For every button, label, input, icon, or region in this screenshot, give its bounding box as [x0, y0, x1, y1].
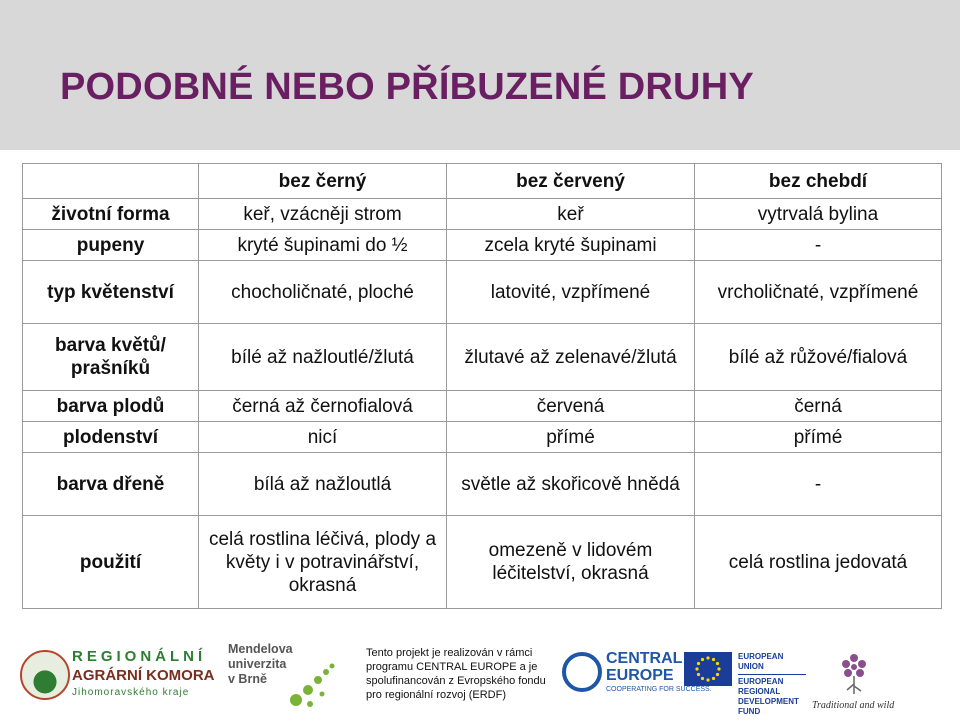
header-cell: bez chebdí: [695, 164, 942, 199]
table-cell: bílá až nažloutlá: [199, 453, 447, 516]
table-row: [23, 422, 942, 453]
funding-statement: Tento projekt je realizován v rámci programu CENTRAL EUROPE a je spolufinancován z Evropského fondu pro regionální rozvoj (ERDF): [366, 647, 546, 701]
row-label: pupeny: [23, 230, 199, 261]
rak-logo: [20, 646, 215, 704]
leaf-emblem-icon: [20, 650, 70, 700]
row-label: barva dřeně: [23, 453, 199, 516]
table-cell: zcela kryté šupinami: [447, 230, 695, 261]
eu-line1: EUROPEAN UNION: [738, 652, 784, 671]
table-cell: celá rostlina jedovatá: [695, 516, 942, 609]
mendel-university-logo: [228, 642, 348, 708]
table-row: [23, 516, 942, 609]
eu-flag-icon: [684, 652, 732, 686]
table-cell: červená: [447, 391, 695, 422]
ce-tagline: COOPERATING FOR SUCCESS.: [606, 686, 712, 693]
green-dots-icon: [284, 660, 344, 710]
table-cell: keř: [447, 199, 695, 230]
row-label: použití: [23, 516, 199, 609]
table-cell: přímé: [447, 422, 695, 453]
row-label: plodenství: [23, 422, 199, 453]
table-cell: vrcholičnaté, vzpřímené: [695, 261, 942, 324]
table-header-row: [23, 164, 942, 199]
table-row: [23, 199, 942, 230]
row-label: barva plodů: [23, 391, 199, 422]
table-cell: kryté šupinami do ½: [199, 230, 447, 261]
mendel-line1: Mendelova: [228, 642, 293, 656]
header-cell: bez černý: [199, 164, 447, 199]
table-cell: -: [695, 453, 942, 516]
table-row: [23, 453, 942, 516]
table-cell: celá rostlina léčivá, plody a květy i v potravinářství, okrasná: [199, 516, 447, 609]
comparison-table: [22, 163, 942, 609]
table-cell: latovité, vzpřímené: [447, 261, 695, 324]
eu-line2: EUROPEAN REGIONAL DEVELOPMENT FUND: [738, 677, 799, 716]
table-cell: bílé až růžové/fialová: [695, 324, 942, 391]
header-cell-empty: [23, 164, 199, 199]
table-cell: světle až skořicově hnědá: [447, 453, 695, 516]
ce-line1: CENTRAL: [606, 650, 683, 667]
table-cell: černá: [695, 391, 942, 422]
ce-line2: EUROPE: [606, 667, 674, 684]
table-cell: chocholičnaté, ploché: [199, 261, 447, 324]
table-row: [23, 324, 942, 391]
flower-icon: [834, 650, 874, 696]
header-cell: bez červený: [447, 164, 695, 199]
rak-logo-line1: REGIONÁLNÍ: [72, 648, 207, 665]
table-row: [23, 261, 942, 324]
table-row: [23, 230, 942, 261]
table-cell: keř, vzácněji strom: [199, 199, 447, 230]
table-cell: nicí: [199, 422, 447, 453]
table-cell: -: [695, 230, 942, 261]
row-label: typ květenství: [23, 261, 199, 324]
table-cell: černá až černofialová: [199, 391, 447, 422]
row-label: životní forma: [23, 199, 199, 230]
table-cell: bílé až nažloutlé/žlutá: [199, 324, 447, 391]
rak-logo-line2: AGRÁRNÍ KOMORA: [72, 667, 215, 684]
footer-logos: [0, 630, 960, 720]
central-europe-logo: [562, 650, 712, 704]
ce-circle-icon: [562, 652, 602, 692]
mendel-line3: v Brně: [228, 672, 267, 686]
table-row: [23, 391, 942, 422]
tw-text: Traditional and wild: [812, 700, 895, 711]
table-cell: omezeně v lidovém léčitelství, okrasná: [447, 516, 695, 609]
table-cell: žlutavé až zelenavé/žlutá: [447, 324, 695, 391]
table-cell: přímé: [695, 422, 942, 453]
mendel-line2: univerzita: [228, 657, 287, 671]
page-title: PODOBNÉ NEBO PŘÍBUZENÉ DRUHY: [60, 66, 754, 108]
eu-logo: [684, 650, 806, 716]
row-label: barva květů/ prašníků: [23, 324, 199, 391]
traditional-and-wild-logo: [812, 650, 895, 720]
table-cell: vytrvalá bylina: [695, 199, 942, 230]
rak-logo-line3: Jihomoravského kraje: [72, 687, 190, 698]
